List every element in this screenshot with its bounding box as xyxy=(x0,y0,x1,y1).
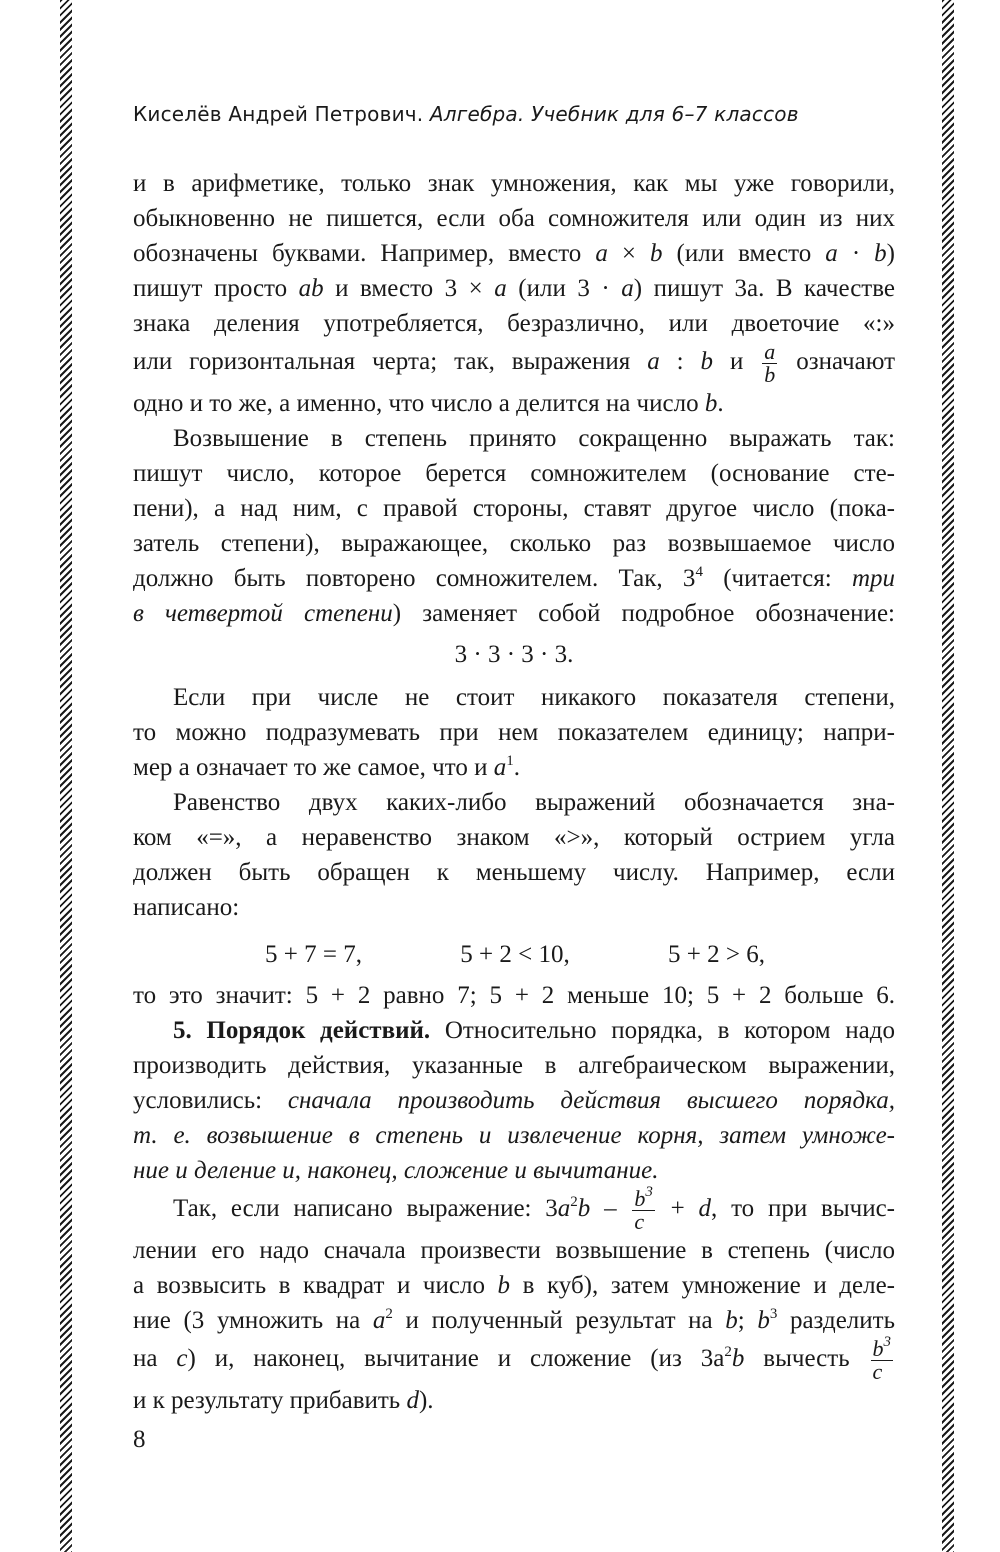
text-line: ние и деление и, наконец, сложение и вычитание. xyxy=(133,1157,659,1184)
text-line: и к результату прибавить d). xyxy=(133,1387,434,1414)
text-line: написано: xyxy=(133,894,240,921)
text-line: пишут просто ab и вместо 3 × a (или 3 · a) пишут 3a. В качестве xyxy=(133,275,895,302)
text-line: то можно подразумевать при нем показателем единицу; напри- xyxy=(133,719,895,746)
text-line: 5. Порядок действий. Относительно порядка, в котором надо xyxy=(173,1017,895,1044)
formula-greater-than: 5 + 2 > 6, xyxy=(668,941,765,968)
paragraph-3 xyxy=(133,680,895,785)
text-line: лении его надо сначала произвести возвышение в степень (число xyxy=(133,1237,895,1264)
text-line: обозначены буквами. Например, вместо a × b (или вместо a · b) xyxy=(133,240,895,267)
text-line: затель степени), выражающее, сколько раз возвышаемое число xyxy=(133,530,895,557)
text-line: т. е. возвышение в степень и извлечение корня, затем умноже- xyxy=(133,1122,895,1149)
decorative-border-left xyxy=(60,0,72,1552)
fraction-b3-over-c: $\frac{b^3}{c}$ xyxy=(634,1184,653,1234)
text-line: знака деления употребляется, безразлично, или двоеточие «:» xyxy=(133,310,895,337)
paragraph-1 xyxy=(133,166,895,421)
fraction-a-over-b: $\frac{a}{b}$ xyxy=(764,339,776,387)
formula-product: 3 · 3 · 3 · 3. xyxy=(454,641,574,668)
formula-equality: 5 + 7 = 7, xyxy=(265,941,362,968)
text-line: пени), а над ним, с правой стороны, ставят другое число (пока- xyxy=(133,495,895,522)
formula-row-comparisons xyxy=(265,937,765,972)
formula-less-than: 5 + 2 < 10, xyxy=(460,941,570,968)
header-author: Киселёв Андрей Петрович. xyxy=(133,102,424,126)
text-line: производить действия, указанные в алгебраическом выражении, xyxy=(133,1052,895,1079)
text-line: мер a означает то же самое, что и $a^1$. xyxy=(133,753,520,781)
page-number: 8 xyxy=(133,1426,146,1453)
paragraph-5 xyxy=(133,978,895,1013)
text-line: одно и то же, а именно, что число a делится на число b. xyxy=(133,390,724,417)
text-line: условились: сначала производить действия высшего порядка, xyxy=(133,1087,895,1114)
text-line: Равенство двух каких-либо выражений обозначается зна- xyxy=(173,789,895,816)
fraction-b3-over-c: $\frac{b^3}{c}$ xyxy=(872,1334,891,1384)
text-line: то это значит: 5 + 2 равно 7; 5 + 2 меньше 10; 5 + 2 больше 6. xyxy=(133,982,895,1009)
page-body xyxy=(133,166,895,1418)
text-line: в четвертой степени) заменяет собой подробное обозначение: xyxy=(133,600,895,627)
text-line: ком «=», а неравенство знаком «>», который острием угла xyxy=(133,824,895,851)
running-header xyxy=(133,102,913,126)
header-book-title: Алгебра. Учебник для 6–7 классов xyxy=(429,102,799,126)
text-line: должно быть повторено сомножителем. Так, $3^4$ (читается: три xyxy=(133,564,895,592)
section-heading: 5. Порядок действий. xyxy=(173,1017,431,1044)
paragraph-4 xyxy=(133,785,895,925)
text-line: должен быть обращен к меньшему числу. Например, если xyxy=(133,859,895,886)
paragraph-6-section-5 xyxy=(133,1013,895,1188)
paragraph-2 xyxy=(133,421,895,631)
text-line: a возвысить в квадрат и число b в куб), затем умножение и деле- xyxy=(133,1272,895,1299)
text-line: пишут число, которое берется сомножителем (основание сте- xyxy=(133,460,895,487)
text-line: и в арифметике, только знак умножения, как мы уже говорили, xyxy=(133,170,895,197)
decorative-border-right xyxy=(942,0,954,1552)
text-line: обыкновенно не пишется, если оба сомножителя или один из них xyxy=(133,205,895,232)
paragraph-7 xyxy=(133,1184,895,1418)
text-line: Так, если написано выражение: $3a^2b$ – $\frac{b^3}{c}$ + d, то при вычис- xyxy=(173,1184,895,1234)
text-line: на c) и, наконец, вычитание и сложение (из $3a^2b$ вычесть $\frac{b^3}{c}$ xyxy=(133,1334,891,1384)
text-line: Возвышение в степень принято сокращенно выражать так: xyxy=(173,425,895,452)
text-line: ние (3 умножить на $a^2$ и полученный результат на b; $b^3$ разделить xyxy=(133,1306,895,1334)
text-line: или горизонтальная черта; так, выражения a : b и $\frac{a}{b}$ означают xyxy=(133,339,896,387)
text-line: Если при числе не стоит никакого показателя степени, xyxy=(173,684,895,711)
